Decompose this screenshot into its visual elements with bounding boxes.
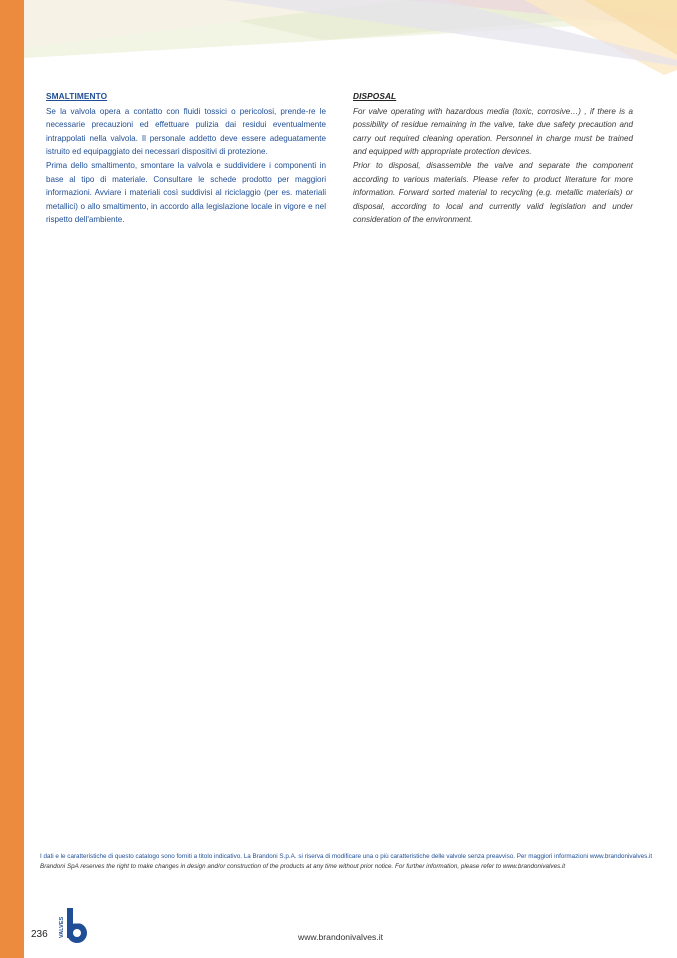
logo-text: VALVES bbox=[59, 916, 65, 938]
brandoni-logo-icon bbox=[58, 908, 92, 944]
disclaimer bbox=[40, 852, 660, 871]
english-heading: DISPOSAL bbox=[353, 91, 397, 101]
english-paragraph: For valve operating with hazardous media (toxic, corrosive…) , if there is a possibility of residue remaining in the valve, take due safety precaution and carry out required cleaning operation. Personnel in charge must be trained and equipped with appropriate protection devices. bbox=[353, 106, 633, 157]
italian-paragraph: Se la valvola opera a contatto con fluidi tossici o pericolosi, prende-re le necessarie precauzioni ed effettuare pulizia dai residui eventualmente intrappolati nella valvola. Il personale addetto deve essere adeguatamente istruito ed equipaggiato dei necessari dispositivi di protezione. bbox=[46, 106, 326, 157]
italian-paragraph: Prima dello smaltimento, smontare la valvola e suddividere i componenti in base al tipo di materiale. Consultare le schede prodotto per maggiori informazioni. Avviare i materiali così suddivisi al riciclaggio (per es. materiali metallici) o allo smaltimento, in accordo alla legislazione locale in vigore e nel rispetto dell'ambiente. bbox=[46, 160, 326, 225]
italian-column bbox=[46, 90, 326, 227]
footer-url[interactable]: www.brandonivalves.it bbox=[298, 932, 384, 942]
page-number: 236 bbox=[31, 929, 48, 940]
english-paragraph: Prior to disposal, disassemble the valve and separate the component according to various materials. Please refer to product literature for more information. Forward sorted material to recycling (e.g. metallic materials) or disposal, according to local and currently valid legislation and under consideration of the environment. bbox=[353, 160, 633, 225]
english-column bbox=[353, 90, 633, 227]
decorative-header-graphic bbox=[24, 0, 677, 90]
disclaimer-italian: I dati e le caratteristiche di questo catalogo sono forniti a titolo indicativo. La Brandoni S.p.A. si riserva di modificare una o più caratteristiche delle valvole senza preavviso. Per maggiori informazioni www.brandonivalves.it bbox=[40, 853, 653, 860]
orange-side-bar bbox=[0, 0, 24, 958]
italian-heading: SMALTIMENTO bbox=[46, 91, 108, 101]
disclaimer-english: Brandoni SpA reserves the right to make changes in design and/or construction of the products at any time without prior notice. For further information, please refer to www.brandonivalves.it bbox=[40, 862, 566, 870]
